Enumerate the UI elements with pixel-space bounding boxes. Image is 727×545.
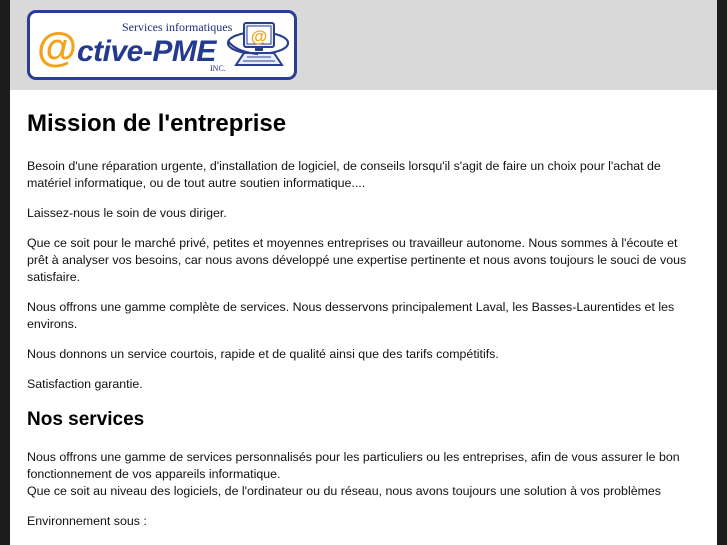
svg-text:@: @ bbox=[250, 27, 268, 46]
page bbox=[10, 0, 717, 545]
mission-paragraph-1: Besoin d'une réparation urgente, d'installation de logiciel, de conseils lorsqu'il s'agit de faire un choix pour l'achat de matériel informatique, ou de tout autre soutien informatique.... bbox=[27, 159, 661, 190]
environment-label: Environnement sous : bbox=[27, 514, 147, 528]
company-logo[interactable] bbox=[27, 10, 297, 80]
mission-paragraph-4: Nous offrons une gamme complète de services. Nous desservons principalement Laval, les Basses-Laurentides et les environs. bbox=[27, 300, 675, 331]
logo-tagline: Services informatiques bbox=[122, 20, 233, 34]
logo-suffix: INC. bbox=[210, 64, 226, 73]
mission-paragraph-6: Satisfaction garantie. bbox=[27, 377, 143, 391]
mission-paragraph-5: Nous donnons un service courtois, rapide et de qualité ainsi que des tarifs compétitifs. bbox=[27, 347, 499, 361]
logo-at-sign: @ bbox=[37, 24, 77, 70]
main-content bbox=[27, 90, 699, 530]
services-intro-line-1: Nous offrons une gamme de services personnalisés pour les particuliers ou les entreprises, afin de vous assurer le bon fonctionnement de vos appareils informatique. bbox=[27, 450, 680, 481]
services-intro-line-2: Que ce soit au niveau des logiciels, de l'ordinateur ou du réseau, nous avons toujours une solution à vos problèmes bbox=[27, 484, 661, 498]
mission-paragraph-3: Que ce soit pour le marché privé, petites et moyennes entreprises ou travailleur autonome. Nous sommes à l'écoute et prêt à analyser vos besoins, car nous avons développé une expertise pertinente et nous avons toujours le souci de vous satisfaire. bbox=[27, 236, 687, 284]
computer-icon bbox=[226, 19, 296, 75]
logo-brand-word: ctive-PME bbox=[76, 35, 216, 68]
services-title: Nos services bbox=[27, 409, 145, 430]
mission-title: Mission de l'entreprise bbox=[27, 110, 287, 137]
site-header bbox=[10, 0, 717, 90]
mission-paragraph-2: Laissez-nous le soin de vous diriger. bbox=[27, 206, 227, 220]
